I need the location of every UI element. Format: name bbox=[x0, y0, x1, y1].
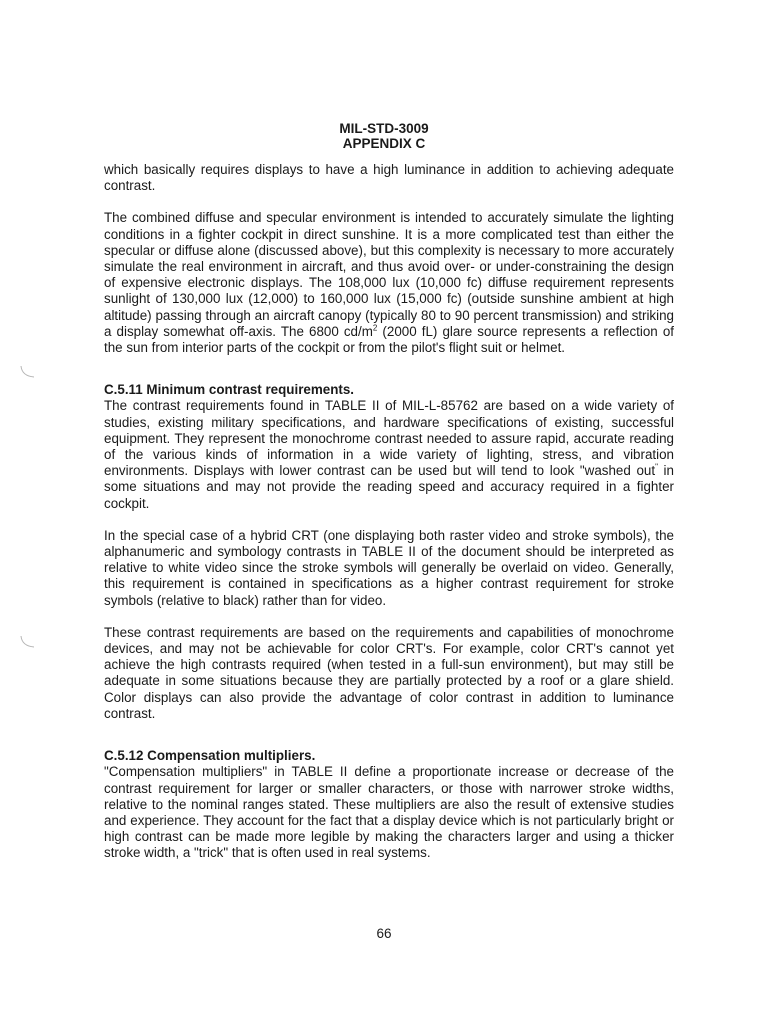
paragraph: These contrast requirements are based on the requirements and capabilities of monochrome devices, and may not be achievable for color CRT's. For example, color CRT's cannot yet achieve the high contrasts required (when tested in a full-sun environment), but may still be adequate in some situations because they are partially protected by a roof or a glare shield. Color displays can also provide the advantage of color contrast in addition to luminance contrast. bbox=[104, 624, 674, 721]
punch-hole-mark bbox=[18, 634, 40, 650]
paragraph: "Compensation multipliers" in TABLE II define a proportionate increase or decrease of the contrast requirement for larger or smaller characters, or those with narrower stroke widths, relative to the nominal ranges stated. These multipliers are also the result of extensive studies and experience. They account for the fact that a display device which is not particularly bright or high contrast can be made more legible by making the characters larger and using a thicker stroke width, a "trick" that is often used in real systems. bbox=[104, 764, 674, 861]
paragraph: In the special case of a hybrid CRT (one displaying both raster video and stroke symbols), the alphanumeric and symbology contrasts in TABLE II of the document should be interpreted as relative to white video since the stroke symbols will generally be overlaid on video. Generally, this requirement is contained in specifications as a higher contrast requirement for stroke symbols (relative to black) rather than for video. bbox=[104, 527, 674, 608]
document-header bbox=[0, 121, 768, 151]
paragraph: which basically requires displays to have a high luminance in addition to achieving adequate contrast. bbox=[104, 162, 674, 194]
appendix-label: APPENDIX C bbox=[342, 136, 426, 151]
paragraph: The combined diffuse and specular environment is intended to accurately simulate the lighting conditions in a fighter cockpit in direct sunshine. It is a more complicated test than either the specular or diffuse alone (discussed above), but this complexity is necessary to more accurately simulate the real environment in aircraft, and thus avoid over- or under-constraining the design of expensive electronic displays. The 108,000 lux (10,000 fc) diffuse requirement represents sunlight of 130,000 lux (12,000) to 160,000 lux (15,000 fc) (outside sunshine ambient at high altitude) passing through an aircraft canopy (typically 80 to 90 percent transmission) and striking a display somewhat off-axis. The 6800 $cd/m^2$ (2000 fL) glare source represents a reflection of the sun from interior parts of the cockpit or from the pilot's flight suit or helmet. bbox=[104, 210, 674, 356]
section-heading: C.5.12 Compensation multipliers. bbox=[104, 748, 316, 764]
punch-hole-mark bbox=[18, 364, 40, 380]
document-id: MIL-STD-3009 bbox=[339, 121, 429, 136]
section-heading: C.5.11 Minimum contrast requirements. bbox=[104, 382, 355, 398]
document-body bbox=[104, 162, 674, 878]
paragraph: The contrast requirements found in TABLE II of MIL-L-85762 are based on a wide variety of studies, existing military specifications, and hardware specifications of existing, successful equipment. They represent the monochrome contrast needed to assure rapid, accurate reading of the various kinds of information in a wide variety of lighting, stress, and vibration environments. Displays with lower contrast can be used but will tend to look "washed out" in some situations and may not provide the reading speed and accuracy required in a fighter cockpit. bbox=[104, 398, 674, 511]
page-number: 66 bbox=[376, 926, 392, 941]
